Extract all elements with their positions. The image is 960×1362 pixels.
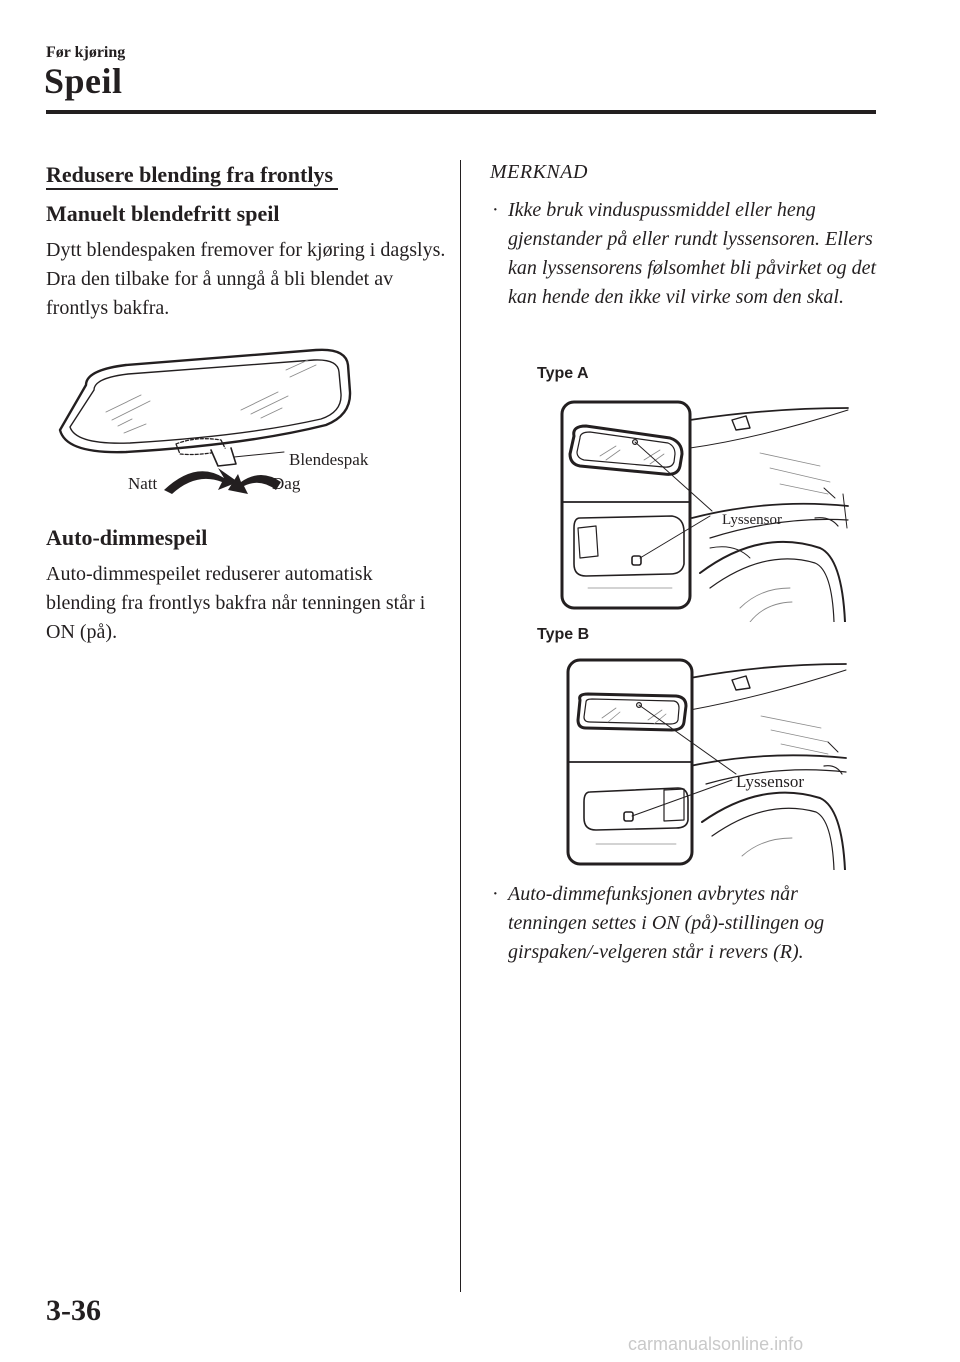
title-rule (46, 110, 876, 114)
type-a-label: Type A (537, 365, 589, 382)
bullet: · (492, 199, 499, 221)
chapter-label: Før kjøring (46, 44, 126, 61)
type-a-sensor-label: Lyssensor (722, 512, 782, 528)
note-item: · Ikke bruk vinduspussmiddel eller heng gjenstander på eller rundt lyssensoren. Ellers kan lyssensorens følsomhet bli påvirket og det kan hende den ikke vil virke som den skal. (490, 196, 880, 312)
column-divider (460, 160, 461, 1292)
subheading-auto-dimming: Auto-dimmespeil (46, 525, 208, 550)
note-list-continued (490, 880, 880, 967)
watermark: carmanualsonline.info (628, 1334, 804, 1354)
page-number: 3-36 (46, 1294, 101, 1327)
type-b-label: Type B (537, 626, 590, 643)
night-label: Natt (128, 474, 158, 493)
day-label: Dag (272, 474, 301, 493)
note-title: MERKNAD (490, 161, 588, 183)
type-b-illustration (566, 656, 850, 870)
note-item: · Auto-dimmefunksjonen avbrytes når tenningen settes i ON (på)-stillingen og girspaken/-velgeren står i revers (R). (490, 880, 880, 967)
subheading-manual-mirror: Manuelt blendefritt speil (46, 201, 280, 226)
paragraph-auto-dimming: Auto-dimmespeilet reduserer automatisk blending fra frontlys bakfra når tenningen står i ON (på). (46, 563, 426, 643)
note-list (490, 196, 880, 312)
lever-label: Blendespak (289, 450, 369, 469)
type-a-illustration (560, 398, 850, 622)
bullet: · (492, 883, 499, 905)
manual-mirror-illustration (46, 340, 396, 510)
section-heading: Redusere blending fra frontlys (46, 162, 334, 187)
page-title: Speil (44, 61, 123, 101)
section-heading-underline (46, 188, 338, 190)
paragraph-manual-mirror: Dytt blendespaken fremover for kjøring i dagslys. Dra den tilbake for å unngå å bli blendet av frontlys bakfra. (46, 239, 446, 319)
type-b-sensor-label: Lyssensor (736, 772, 804, 791)
